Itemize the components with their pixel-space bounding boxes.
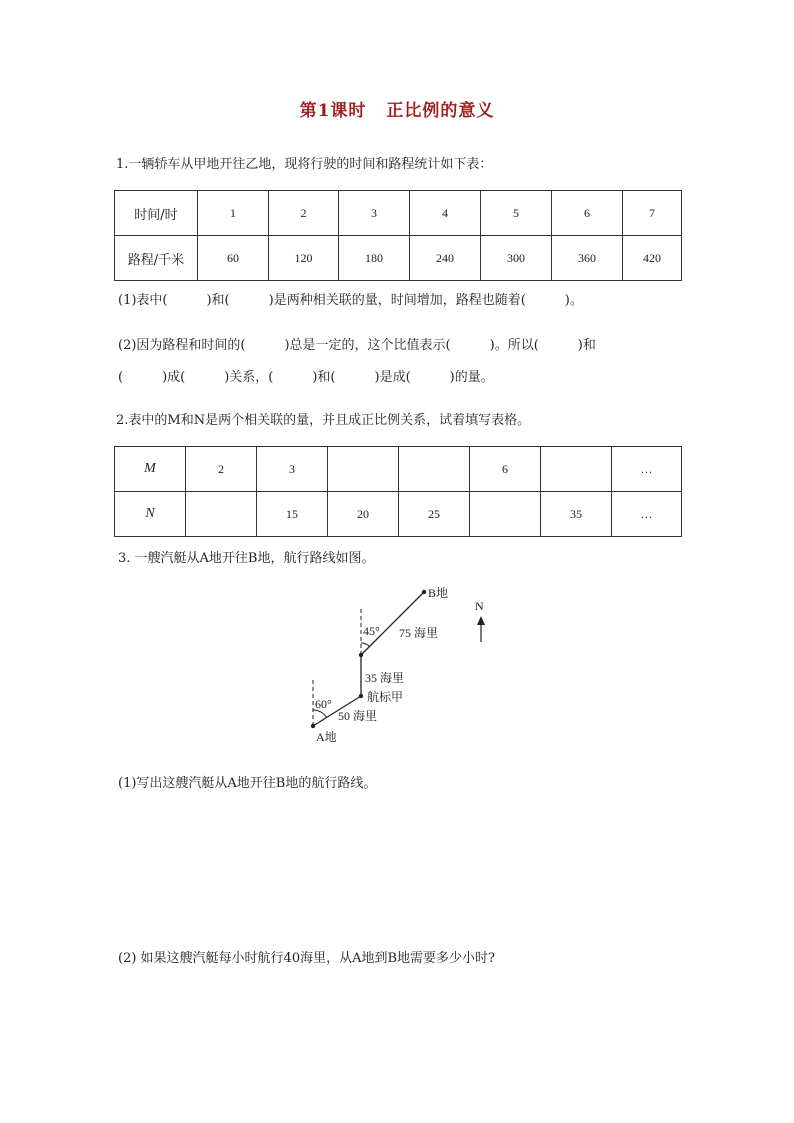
- table-row: [115, 236, 682, 281]
- q1-sub1: (1)表中( )和( )是两种相关联的量，时间增加，路程也随着( )。: [118, 293, 583, 308]
- table-cell: [399, 447, 470, 492]
- table-row: [115, 447, 682, 492]
- label-buoy: 航标甲: [367, 690, 404, 704]
- table-cell: 5: [481, 191, 552, 236]
- north-arrowhead-icon: [477, 616, 485, 625]
- table-cell: 25: [399, 492, 470, 537]
- table-row: [115, 492, 682, 537]
- table-cell: 120: [269, 236, 339, 281]
- label-angle-45: 45°: [363, 624, 380, 638]
- point-a: [311, 724, 315, 728]
- table-cell: [186, 492, 257, 537]
- table-cell: 时间/时: [115, 191, 198, 236]
- table-cell: N: [115, 492, 186, 537]
- table-cell: 2: [186, 447, 257, 492]
- table-cell: 6: [470, 447, 541, 492]
- table-cell: [470, 492, 541, 537]
- lesson-topic: 正比例的意义: [386, 101, 495, 121]
- q1-prompt: 1.一辆轿车从甲地开往乙地，现将行驶的时间和路程统计如下表：: [116, 157, 493, 172]
- point-turn: [359, 653, 363, 657]
- angle-arc-45: [361, 643, 370, 647]
- q2-prompt: 2.表中的M和N是两个相关联的量，并且成正比例关系，试着填写表格。: [116, 413, 531, 428]
- table-cell: 240: [410, 236, 481, 281]
- label-b: B地: [428, 586, 449, 600]
- label-a: A地: [316, 730, 337, 744]
- label-distance-35: 35 海里: [365, 671, 405, 685]
- page-title: [0, 96, 794, 121]
- table-cell: 7: [623, 191, 682, 236]
- table-cell: …: [612, 447, 682, 492]
- table-cell: 1: [198, 191, 269, 236]
- table-cell: 2: [269, 191, 339, 236]
- angle-arc-60: [313, 710, 327, 718]
- q3-sub2: (2) 如果这艘汽艇每小时航行40海里，从A地到B地需要多少小时?: [118, 951, 496, 966]
- q1-sub2-line2: ( )成( )关系，( )和( )是成( )的量。: [118, 370, 494, 385]
- table-cell: M: [115, 447, 186, 492]
- point-b: [422, 590, 426, 594]
- table-cell: [328, 447, 399, 492]
- route-diagram: [300, 580, 500, 750]
- label-distance-75: 75 海里: [399, 626, 439, 640]
- q1-table: [114, 190, 682, 281]
- table-cell: 20: [328, 492, 399, 537]
- table-cell: 6: [552, 191, 623, 236]
- q1-sub2-line1: (2)因为路程和时间的( )总是一定的，这个比值表示( )。所以( )和: [118, 338, 596, 353]
- table-cell: 路程/千米: [115, 236, 198, 281]
- point-buoy: [359, 694, 363, 698]
- table-cell: 180: [339, 236, 410, 281]
- lesson-number: 第1课时: [299, 101, 367, 121]
- table-cell: 3: [339, 191, 410, 236]
- table-cell: 60: [198, 236, 269, 281]
- q3-prompt: 3. 一艘汽艇从A地开往B地，航行路线如图。: [118, 551, 375, 566]
- table-cell: 360: [552, 236, 623, 281]
- table-cell: 420: [623, 236, 682, 281]
- table-cell: 15: [257, 492, 328, 537]
- table-cell: 3: [257, 447, 328, 492]
- label-distance-50: 50 海里: [338, 709, 378, 723]
- label-north: N: [475, 599, 484, 613]
- table-cell: 35: [541, 492, 612, 537]
- table-cell: 300: [481, 236, 552, 281]
- table-cell: 4: [410, 191, 481, 236]
- q3-sub1: (1)写出这艘汽艇从A地开往B地的航行路线。: [118, 776, 377, 791]
- table-cell: …: [612, 492, 682, 537]
- q2-table: [114, 446, 682, 537]
- table-cell: [541, 447, 612, 492]
- label-angle-60: 60°: [315, 697, 332, 711]
- table-row: [115, 191, 682, 236]
